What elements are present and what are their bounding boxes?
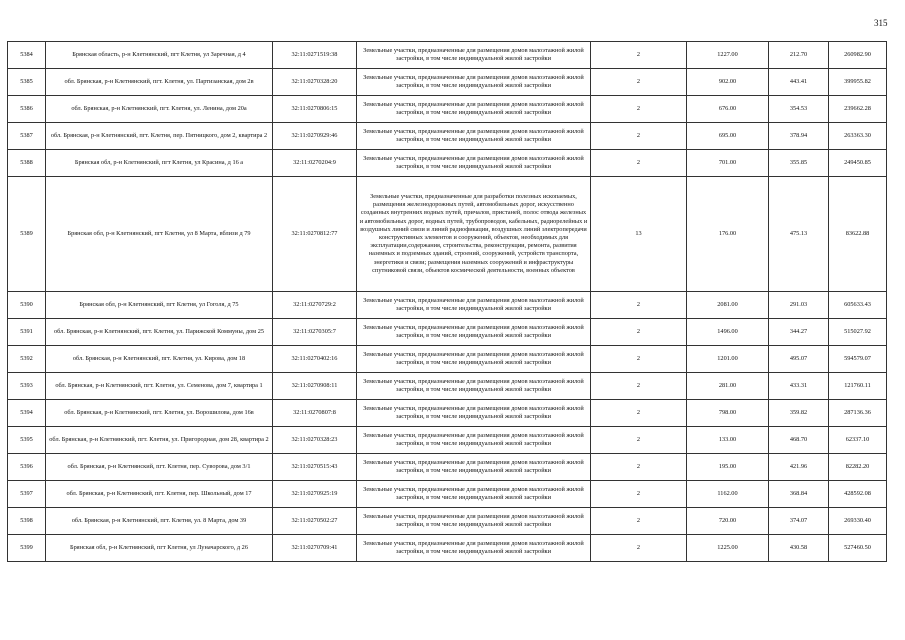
address-cell: обл. Брянская, р-н Клетнянский, пгт. Клетня, ул. Ворошилова, дом 16в [46, 400, 273, 427]
land-registry-table [7, 41, 887, 562]
address-cell: обл. Брянская, р-н Клетнянский, пгт. Клетня, пер. Школьный, дом 17 [46, 481, 273, 508]
area-cell: 195.00 [687, 454, 769, 481]
address-cell: обл. Брянская, р-н Клетнянский, пгт. Клетня, пер. Суворова, дом 3/1 [46, 454, 273, 481]
area-cell: 1496.00 [687, 319, 769, 346]
cadastral-number-cell: 32:11:0270502:27 [273, 508, 357, 535]
address-cell: Брянская область, р-н Клетнянский, пгт Клетня, ул Заречная, д 4 [46, 42, 273, 69]
table-row [8, 454, 887, 481]
table-row [8, 177, 887, 292]
cadastral-value-cell: 527460.50 [829, 535, 887, 562]
row-number: 5395 [8, 427, 46, 454]
cadastral-number-cell: 32:11:0270925:19 [273, 481, 357, 508]
table-row [8, 292, 887, 319]
cadastral-number-cell: 32:11:0270305:7 [273, 319, 357, 346]
address-cell: обл. Брянская, р-н Клетнянский, пгт. Клетня, ул. Пригородная, дом 28, квартира 2 [46, 427, 273, 454]
cadastral-value-cell: 239662.28 [829, 96, 887, 123]
group-code-cell: 2 [591, 346, 687, 373]
row-number: 5392 [8, 346, 46, 373]
specific-value-cell: 344.27 [769, 319, 829, 346]
table-body [8, 42, 887, 562]
land-use-cell: Земельные участки, предназначенные для размещения домов малоэтажной жилой застройки, в том числе индивидуальной жилой застройки [357, 508, 591, 535]
table-row [8, 96, 887, 123]
specific-value-cell: 475.13 [769, 177, 829, 292]
row-number: 5393 [8, 373, 46, 400]
address-cell: обл. Брянская, р-н Клетнянский, пгт. Клетня, ул. Ленина, дом 20а [46, 96, 273, 123]
table-row [8, 535, 887, 562]
row-number: 5398 [8, 508, 46, 535]
group-code-cell: 2 [591, 150, 687, 177]
cadastral-number-cell: 32:11:0270709:41 [273, 535, 357, 562]
cadastral-value-cell: 428592.08 [829, 481, 887, 508]
table-row [8, 346, 887, 373]
group-code-cell: 2 [591, 319, 687, 346]
group-code-cell: 2 [591, 535, 687, 562]
address-cell: Брянская обл, р-н Клетнянский, пгт Клетня, ул Красина, д 16 а [46, 150, 273, 177]
cadastral-value-cell: 62337.10 [829, 427, 887, 454]
cadastral-value-cell: 605633.43 [829, 292, 887, 319]
land-use-cell: Земельные участки, предназначенные для размещения домов малоэтажной жилой застройки, в том числе индивидуальной жилой застройки [357, 96, 591, 123]
area-cell: 676.00 [687, 96, 769, 123]
cadastral-value-cell: 249450.85 [829, 150, 887, 177]
table-row [8, 373, 887, 400]
table-row [8, 123, 887, 150]
area-cell: 281.00 [687, 373, 769, 400]
specific-value-cell: 368.84 [769, 481, 829, 508]
cadastral-value-cell: 269330.40 [829, 508, 887, 535]
cadastral-number-cell: 32:11:0270929:46 [273, 123, 357, 150]
specific-value-cell: 433.31 [769, 373, 829, 400]
cadastral-value-cell: 82282.20 [829, 454, 887, 481]
specific-value-cell: 354.53 [769, 96, 829, 123]
area-cell: 1162.00 [687, 481, 769, 508]
address-cell: Брянская обл, р-н Клетнянский, пгт Клетня, ул Гоголя, д 75 [46, 292, 273, 319]
area-cell: 701.00 [687, 150, 769, 177]
row-number: 5391 [8, 319, 46, 346]
cadastral-number-cell: 32:11:0270328:23 [273, 427, 357, 454]
specific-value-cell: 355.85 [769, 150, 829, 177]
specific-value-cell: 495.07 [769, 346, 829, 373]
land-use-cell: Земельные участки, предназначенные для размещения домов малоэтажной жилой застройки, в том числе индивидуальной жилой застройки [357, 454, 591, 481]
row-number: 5387 [8, 123, 46, 150]
group-code-cell: 2 [591, 96, 687, 123]
cadastral-value-cell: 399955.82 [829, 69, 887, 96]
table-row [8, 150, 887, 177]
row-number: 5390 [8, 292, 46, 319]
cadastral-number-cell: 32:11:0270402:16 [273, 346, 357, 373]
specific-value-cell: 374.07 [769, 508, 829, 535]
table-row [8, 481, 887, 508]
address-cell: Брянская обл, р-н Клетнянский, пгт Клетня, ул 8 Марта, вблизи д 79 [46, 177, 273, 292]
specific-value-cell: 443.41 [769, 69, 829, 96]
specific-value-cell: 291.03 [769, 292, 829, 319]
row-number: 5399 [8, 535, 46, 562]
group-code-cell: 2 [591, 123, 687, 150]
group-code-cell: 2 [591, 508, 687, 535]
specific-value-cell: 430.58 [769, 535, 829, 562]
cadastral-value-cell: 515027.92 [829, 319, 887, 346]
cadastral-number-cell: 32:11:0270812:77 [273, 177, 357, 292]
row-number: 5397 [8, 481, 46, 508]
group-code-cell: 2 [591, 400, 687, 427]
row-number: 5385 [8, 69, 46, 96]
specific-value-cell: 359.82 [769, 400, 829, 427]
land-use-cell: Земельные участки, предназначенные для размещения домов малоэтажной жилой застройки, в том числе индивидуальной жилой застройки [357, 292, 591, 319]
cadastral-number-cell: 32:11:0270807:8 [273, 400, 357, 427]
area-cell: 720.00 [687, 508, 769, 535]
cadastral-number-cell: 32:11:0271519:38 [273, 42, 357, 69]
address-cell: обл. Брянская, р-н Клетнянский, пгт. Клетня, ул. 8 Марта, дом 39 [46, 508, 273, 535]
row-number: 5396 [8, 454, 46, 481]
group-code-cell: 2 [591, 481, 687, 508]
specific-value-cell: 378.94 [769, 123, 829, 150]
area-cell: 902.00 [687, 69, 769, 96]
land-use-cell: Земельные участки, предназначенные для размещения домов малоэтажной жилой застройки, в том числе индивидуальной жилой застройки [357, 535, 591, 562]
area-cell: 798.00 [687, 400, 769, 427]
cadastral-number-cell: 32:11:0270908:11 [273, 373, 357, 400]
specific-value-cell: 421.96 [769, 454, 829, 481]
cadastral-number-cell: 32:11:0270806:15 [273, 96, 357, 123]
cadastral-value-cell: 594579.07 [829, 346, 887, 373]
land-use-cell: Земельные участки, предназначенные для размещения домов малоэтажной жилой застройки, в том числе индивидуальной жилой застройки [357, 319, 591, 346]
land-use-cell: Земельные участки, предназначенные для размещения домов малоэтажной жилой застройки, в том числе индивидуальной жилой застройки [357, 150, 591, 177]
group-code-cell: 2 [591, 42, 687, 69]
row-number: 5394 [8, 400, 46, 427]
area-cell: 176.00 [687, 177, 769, 292]
address-cell: обл. Брянская, р-н Клетнянский, пгт. Клетня, ул. Парижской Коммуны, дом 25 [46, 319, 273, 346]
row-number: 5386 [8, 96, 46, 123]
land-use-cell: Земельные участки, предназначенные для размещения домов малоэтажной жилой застройки, в том числе индивидуальной жилой застройки [357, 427, 591, 454]
specific-value-cell: 212.70 [769, 42, 829, 69]
cadastral-value-cell: 260982.90 [829, 42, 887, 69]
group-code-cell: 2 [591, 454, 687, 481]
cadastral-value-cell: 83622.88 [829, 177, 887, 292]
cadastral-value-cell: 287136.36 [829, 400, 887, 427]
area-cell: 1225.00 [687, 535, 769, 562]
table-row [8, 508, 887, 535]
address-cell: обл. Брянская, р-н Клетнянский, пгт. Клетня, пер. Пятницкого, дом 2, квартира 2 [46, 123, 273, 150]
cadastral-number-cell: 32:11:0270729:2 [273, 292, 357, 319]
table-row [8, 69, 887, 96]
table-row [8, 319, 887, 346]
cadastral-value-cell: 121760.11 [829, 373, 887, 400]
table-row [8, 400, 887, 427]
row-number: 5388 [8, 150, 46, 177]
group-code-cell: 2 [591, 69, 687, 96]
row-number: 5389 [8, 177, 46, 292]
address-cell: обл. Брянская, р-н Клетнянский, пгт. Клетня, ул. Партизанская, дом 2в [46, 69, 273, 96]
group-code-cell: 13 [591, 177, 687, 292]
page-number: 315 [874, 18, 888, 28]
land-use-cell: Земельные участки, предназначенные для разработки полезных ископаемых, размещения железнодорожных путей, автомобильных дорог, искусственно созданных внутренних водных путей, причалов, пристаней, полос отвода железных и автомобильных дорог, водных путей, трубопроводов, кабельных, радиорелейных и воздушных линий связи и линий радиофикации, воздушных линий электропередачи конструктивных элементов и сооружений, объектов, необходимых для эксплуатации,содержания, строительства, реконструкции, ремонта, развития наземных и подземных зданий, строений, сооружений, устройств транспорта, энергетики и связи; размещения наземных сооружений и инфраструктуры спутниковой связи, объектов космической деятельности, военных объектов [357, 177, 591, 292]
land-use-cell: Земельные участки, предназначенные для размещения домов малоэтажной жилой застройки, в том числе индивидуальной жилой застройки [357, 400, 591, 427]
land-use-cell: Земельные участки, предназначенные для размещения домов малоэтажной жилой застройки, в том числе индивидуальной жилой застройки [357, 373, 591, 400]
address-cell: обл. Брянская, р-н Клетнянский, пгт. Клетня, ул. Кирова, дом 18 [46, 346, 273, 373]
area-cell: 1227.00 [687, 42, 769, 69]
row-number: 5384 [8, 42, 46, 69]
cadastral-number-cell: 32:11:0270204:9 [273, 150, 357, 177]
area-cell: 1201.00 [687, 346, 769, 373]
land-use-cell: Земельные участки, предназначенные для размещения домов малоэтажной жилой застройки, в том числе индивидуальной жилой застройки [357, 42, 591, 69]
group-code-cell: 2 [591, 427, 687, 454]
table-row [8, 42, 887, 69]
land-use-cell: Земельные участки, предназначенные для размещения домов малоэтажной жилой застройки, в том числе индивидуальной жилой застройки [357, 69, 591, 96]
address-cell: Брянская обл, р-н Клетнянский, пгт Клетня, ул Луначарского, д 26 [46, 535, 273, 562]
area-cell: 2081.00 [687, 292, 769, 319]
specific-value-cell: 468.70 [769, 427, 829, 454]
table-row [8, 427, 887, 454]
group-code-cell: 2 [591, 373, 687, 400]
area-cell: 695.00 [687, 123, 769, 150]
cadastral-value-cell: 263363.30 [829, 123, 887, 150]
cadastral-number-cell: 32:11:0270515:43 [273, 454, 357, 481]
area-cell: 133.00 [687, 427, 769, 454]
address-cell: обл. Брянская, р-н Клетнянский, пгт. Клетня, ул. Семенова, дом 7, квартира 1 [46, 373, 273, 400]
land-use-cell: Земельные участки, предназначенные для размещения домов малоэтажной жилой застройки, в том числе индивидуальной жилой застройки [357, 346, 591, 373]
cadastral-number-cell: 32:11:0270328:20 [273, 69, 357, 96]
land-use-cell: Земельные участки, предназначенные для размещения домов малоэтажной жилой застройки, в том числе индивидуальной жилой застройки [357, 123, 591, 150]
land-use-cell: Земельные участки, предназначенные для размещения домов малоэтажной жилой застройки, в том числе индивидуальной жилой застройки [357, 481, 591, 508]
group-code-cell: 2 [591, 292, 687, 319]
